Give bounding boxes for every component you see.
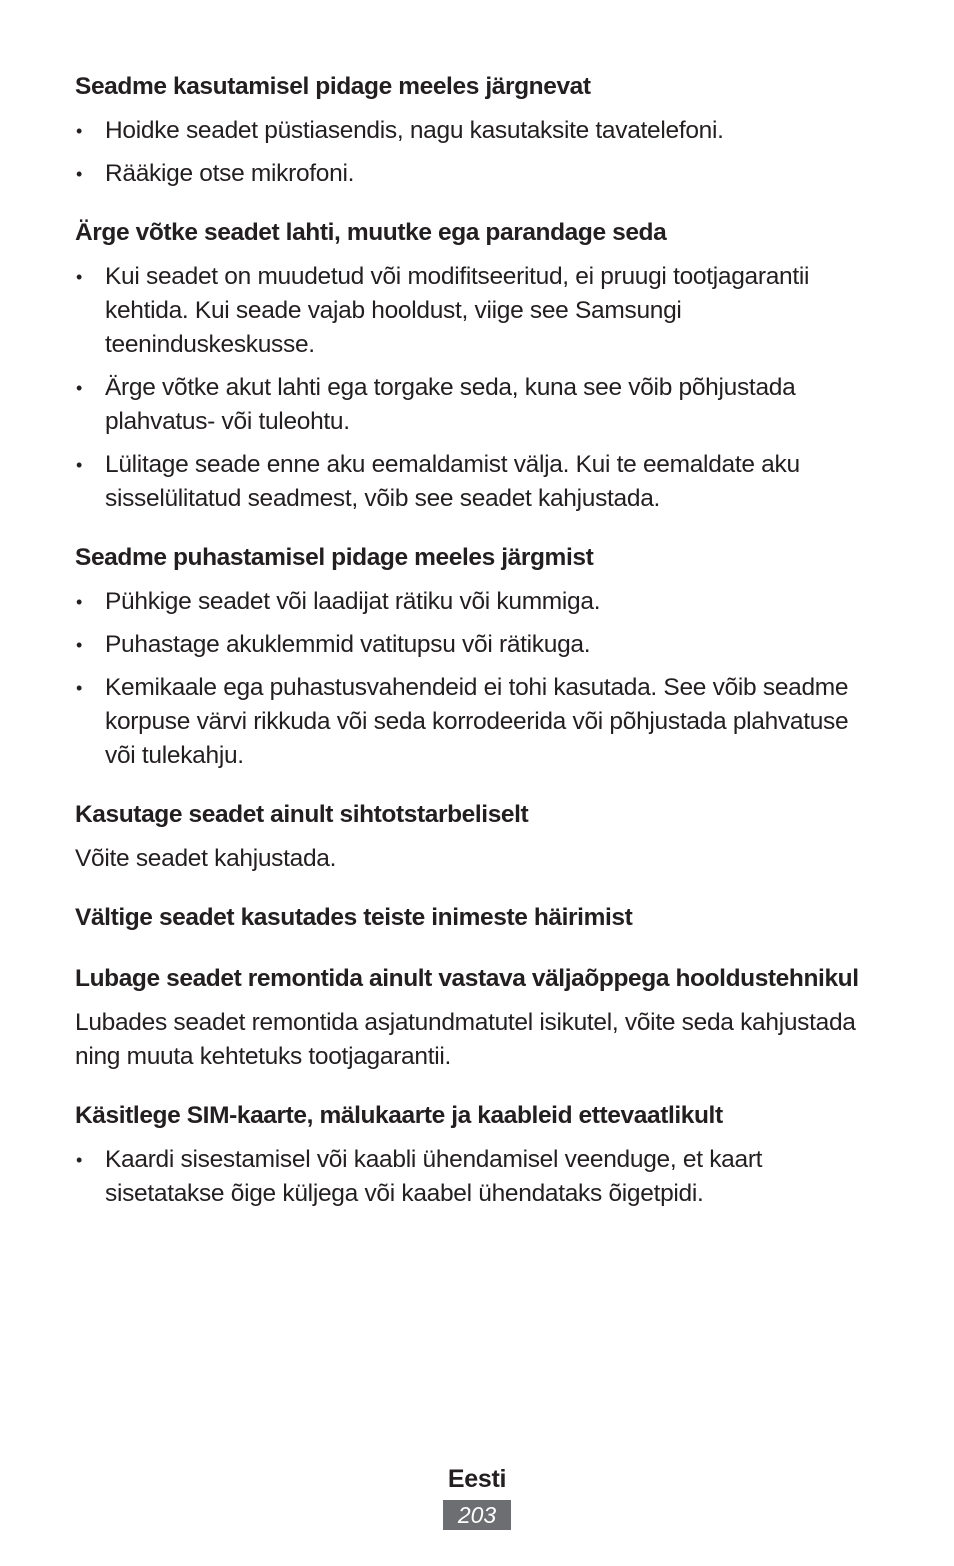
bullet-item	[75, 1143, 875, 1211]
bullet-text: Puhastage akuklemmid vatitupsu või rätikuga.	[105, 631, 591, 658]
section-heading: Kasutage seadet ainult sihtotstarbeliselt	[75, 801, 529, 828]
section-paragraph: Lubades seadet remontida asjatundmatutel isikutel, võite seda kahjustada ning muuta kehtetuks tootjagarantii.	[75, 1009, 856, 1070]
bullet-icon: •	[76, 267, 83, 287]
section-heading: Vältige seadet kasutades teiste inimeste häirimist	[75, 904, 633, 931]
bullet-item	[75, 671, 875, 773]
bullet-text: Ärge võtke akut lahti ega torgake seda, kuna see võib põhjustada plahvatus- või tuleohtu.	[105, 374, 796, 435]
bullet-item	[75, 628, 875, 662]
bullet-text: Hoidke seadet püstiasendis, nagu kasutaksite tavatelefoni.	[105, 117, 724, 144]
bullet-text: Rääkige otse mikrofoni.	[105, 160, 355, 187]
bullet-list	[75, 1143, 875, 1211]
section-heading: Ärge võtke seadet lahti, muutke ega parandage seda	[75, 219, 667, 246]
bullet-icon: •	[76, 635, 83, 655]
bullet-item	[75, 371, 875, 439]
bullet-text: Lülitage seade enne aku eemaldamist välja. Kui te eemaldate aku sisselülitatud seadmest, võib see seadet kahjustada.	[105, 451, 800, 512]
section-cards-cables	[75, 1099, 875, 1211]
section-heading: Seadme kasutamisel pidage meeles järgnevat	[75, 73, 591, 100]
bullet-text: Kaardi sisestamisel või kaabli ühendamisel veenduge, et kaart sisetatakse õige küljega või kaabel ühendataks õigetpidi.	[105, 1146, 763, 1207]
section-usage	[75, 70, 875, 191]
bullet-item	[75, 585, 875, 619]
bullet-icon: •	[76, 378, 83, 398]
bullet-list	[75, 114, 875, 191]
section-intended-use	[75, 798, 875, 876]
page-footer	[0, 1462, 954, 1530]
bullet-icon: •	[76, 1150, 83, 1170]
bullet-item	[75, 260, 875, 362]
document-body	[75, 70, 875, 1236]
section-heading: Lubage seadet remontida ainult vastava väljaõppega hooldustehnikul	[75, 965, 859, 992]
page-number: 203	[443, 1500, 511, 1530]
footer-language: Eesti	[447, 1465, 507, 1493]
section-cleaning	[75, 541, 875, 773]
bullet-icon: •	[76, 121, 83, 141]
bullet-text: Pühkige seadet või laadijat rätiku või kummiga.	[105, 588, 601, 615]
bullet-list	[75, 260, 875, 516]
section-disturbance	[75, 901, 875, 935]
bullet-icon: •	[76, 164, 83, 184]
section-heading: Seadme puhastamisel pidage meeles järgmist	[75, 544, 594, 571]
bullet-item	[75, 114, 875, 148]
bullet-text: Kui seadet on muudetud või modifitseeritud, ei pruugi tootjagarantii kehtida. Kui seade vajab hooldust, viige see Samsungi teeninduskeskusse.	[105, 263, 810, 358]
bullet-icon: •	[76, 592, 83, 612]
section-repair	[75, 962, 875, 1074]
section-heading: Käsitlege SIM-kaarte, mälukaarte ja kaableid ettevaatlikult	[75, 1102, 723, 1129]
section-disassembly	[75, 216, 875, 516]
bullet-icon: •	[76, 678, 83, 698]
bullet-item	[75, 448, 875, 516]
bullet-icon: •	[76, 455, 83, 475]
bullet-list	[75, 585, 875, 773]
bullet-text: Kemikaale ega puhastusvahendeid ei tohi kasutada. See võib seadme korpuse värvi rikkuda või seda korrodeerida või põhjustada plahvatuse või tulekahju.	[105, 674, 849, 769]
section-paragraph: Võite seadet kahjustada.	[75, 845, 337, 872]
bullet-item	[75, 157, 875, 191]
